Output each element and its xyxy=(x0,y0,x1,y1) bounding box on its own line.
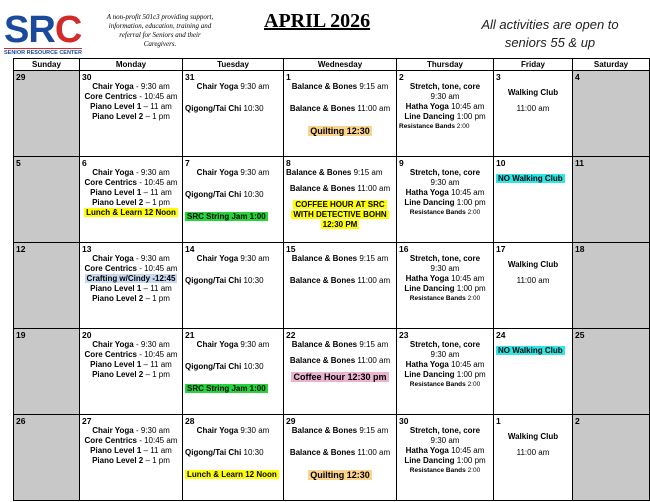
activity-line: Piano Level 2 – 1 pm xyxy=(92,294,170,303)
activity-line: Qigong/Tai Chi 10:30 xyxy=(185,448,264,457)
event-badge: 12:30 PM xyxy=(322,220,358,229)
date-number: 6 xyxy=(82,158,87,168)
eligibility-note: All activities are open to seniors 55 & up xyxy=(481,17,619,50)
activity-line: Piano Level 1 – 11 am xyxy=(90,446,172,455)
date-number: 25 xyxy=(575,330,585,340)
date-number: 21 xyxy=(185,330,195,340)
event-badge: COFFEE HOUR AT SRC xyxy=(295,200,385,209)
date-number: 23 xyxy=(399,330,409,340)
activity-line: Hatha Yoga 10:45 am xyxy=(405,188,485,197)
day-cell-saturday xyxy=(573,415,650,501)
day-cell-tuesday xyxy=(183,415,284,501)
activity-line: Qigong/Tai Chi 10:30 xyxy=(185,190,264,199)
organization-tagline: A non-profit 501c3 providing support, information, education, training and referral for Seniors and their Caregivers. xyxy=(106,13,214,48)
date-number: 1 xyxy=(286,72,291,82)
date-number: 13 xyxy=(82,244,92,254)
date-number: 8 xyxy=(286,158,291,168)
activity-line: Resistance Bands 2:00 xyxy=(409,381,481,388)
date-number: 19 xyxy=(16,330,26,340)
day-cell-saturday xyxy=(573,329,650,415)
day-cell-wednesday xyxy=(284,157,397,243)
day-cell-sunday xyxy=(14,415,80,501)
date-number: 12 xyxy=(16,244,26,254)
day-cell-sunday xyxy=(14,329,80,415)
activity-line: Stretch, tone, core xyxy=(409,168,481,177)
activity-line: Piano Level 2 – 1 pm xyxy=(92,198,170,207)
highlighted-event xyxy=(286,372,394,383)
calendar-header xyxy=(0,0,650,60)
activity-line: Chair Yoga - 9:30 am xyxy=(92,168,170,177)
activity-line: Core Centrics - 10:45 am xyxy=(84,264,178,273)
activity-line: Stretch, tone, core xyxy=(409,340,481,349)
date-number: 15 xyxy=(286,244,296,254)
date-number: 2 xyxy=(575,416,580,426)
logo-letters: SRC xyxy=(4,9,82,51)
day-cell-thursday xyxy=(397,329,494,415)
weekday-saturday: Saturday xyxy=(573,59,650,71)
activity-line: Qigong/Tai Chi 10:30 xyxy=(185,276,264,285)
activity-line: Piano Level 2 – 1 pm xyxy=(92,370,170,379)
week-row xyxy=(14,71,650,157)
activity-line: Piano Level 1 – 11 am xyxy=(90,188,172,197)
activity-line: Stretch, tone, core xyxy=(409,82,481,91)
activity-line: Chair Yoga 9:30 am xyxy=(196,254,270,263)
day-cell-tuesday xyxy=(183,71,284,157)
date-number: 17 xyxy=(496,244,506,254)
day-cell-saturday xyxy=(573,157,650,243)
week-row xyxy=(14,243,650,329)
date-number: 7 xyxy=(185,158,190,168)
highlighted-event xyxy=(82,208,180,218)
date-number: 26 xyxy=(16,416,26,426)
day-cell-friday xyxy=(494,71,573,157)
activity-time: 9:30 am xyxy=(430,350,460,359)
activity-line: Chair Yoga - 9:30 am xyxy=(92,340,170,349)
day-cell-thursday xyxy=(397,157,494,243)
activity-time: 11:00 am xyxy=(516,104,550,113)
activity-line: Walking Club xyxy=(507,432,559,441)
activity-line: Core Centrics - 10:45 am xyxy=(84,178,178,187)
date-number: 31 xyxy=(185,72,195,82)
date-number: 27 xyxy=(82,416,92,426)
activity-line: Balance & Bones 9:15 am xyxy=(291,82,389,91)
event-badge: SRC String Jam 1:00 xyxy=(187,384,266,393)
event-badge: Coffee Hour 12:30 pm xyxy=(293,372,387,382)
date-number: 29 xyxy=(16,72,26,82)
activity-line: Chair Yoga 9:30 am xyxy=(196,426,270,435)
day-cell-thursday xyxy=(397,415,494,501)
activity-line: Chair Yoga - 9:30 am xyxy=(92,426,170,435)
activity-line: Walking Club xyxy=(507,88,559,97)
day-cell-friday xyxy=(494,329,573,415)
weekday-sunday: Sunday xyxy=(14,59,80,71)
activity-calendar xyxy=(13,58,650,501)
date-number: 10 xyxy=(496,158,506,168)
highlighted-event xyxy=(496,346,570,356)
activity-line: Balance & Bones 11:00 am xyxy=(289,276,391,285)
activity-time: 11:00 am xyxy=(516,448,550,457)
date-number: 18 xyxy=(575,244,585,254)
activity-line: Piano Level 1 – 11 am xyxy=(90,360,172,369)
date-number: 3 xyxy=(496,72,501,82)
date-number: 22 xyxy=(286,330,296,340)
activity-line: Resistance Bands 2:00 xyxy=(409,467,481,474)
activity-line: Core Centrics - 10:45 am xyxy=(84,436,178,445)
day-cell-wednesday xyxy=(284,243,397,329)
activity-line: Piano Level 2 – 1 pm xyxy=(92,112,170,121)
day-cell-wednesday xyxy=(284,71,397,157)
highlighted-event xyxy=(286,126,394,137)
activity-line: Piano Level 1 – 11 am xyxy=(90,102,172,111)
activity-line: Chair Yoga - 9:30 am xyxy=(92,82,170,91)
date-number: 2 xyxy=(399,72,404,82)
date-number: 28 xyxy=(185,416,195,426)
weekday-monday: Monday xyxy=(80,59,183,71)
event-badge: Lunch & Learn 12 Noon xyxy=(86,208,176,217)
weekday-tuesday: Tuesday xyxy=(183,59,284,71)
highlighted-event xyxy=(286,210,394,220)
date-number: 11 xyxy=(575,158,584,168)
activity-line: Chair Yoga - 9:30 am xyxy=(92,254,170,263)
activity-time: 9:30 am xyxy=(430,92,460,101)
activity-line: Core Centrics - 10:45 am xyxy=(84,350,178,359)
weekday-thursday: Thursday xyxy=(397,59,494,71)
activity-line: Line Dancing 1:00 pm xyxy=(404,112,486,121)
highlighted-event xyxy=(185,212,281,222)
day-cell-thursday xyxy=(397,243,494,329)
activity-line: Balance & Bones 11:00 am xyxy=(289,104,391,113)
date-number: 5 xyxy=(16,158,21,168)
highlighted-event xyxy=(286,200,394,210)
weekday-header-row xyxy=(14,59,650,71)
date-number: 14 xyxy=(185,244,195,254)
day-cell-tuesday xyxy=(183,243,284,329)
day-cell-sunday xyxy=(14,157,80,243)
highlighted-event xyxy=(286,220,394,230)
day-cell-monday xyxy=(80,71,183,157)
day-cell-saturday xyxy=(573,243,650,329)
week-row xyxy=(14,329,650,415)
activity-line: Balance & Bones 11:00 am xyxy=(289,448,391,457)
date-number: 9 xyxy=(399,158,404,168)
month-title: APRIL 2026 xyxy=(264,10,371,32)
activity-line: Piano Level 2 – 1 pm xyxy=(92,456,170,465)
event-badge: Quilting 12:30 xyxy=(310,126,370,136)
event-badge: Crafting w/Cindy -12:45 xyxy=(86,274,176,283)
activity-line: Hatha Yoga 10:45 am xyxy=(405,360,485,369)
activity-line: Stretch, tone, core xyxy=(409,254,481,263)
activity-line: Chair Yoga 9:30 am xyxy=(196,340,270,349)
day-cell-wednesday xyxy=(284,415,397,501)
logo-subtitle: SENIOR RESOURCE CENTER xyxy=(4,50,82,56)
activity-line: Line Dancing 1:00 pm xyxy=(404,456,486,465)
event-badge: SRC String Jam 1:00 xyxy=(187,212,266,221)
activity-time: 9:30 am xyxy=(430,436,460,445)
activity-line: Walking Club xyxy=(507,260,559,269)
activity-line: Chair Yoga 9:30 am xyxy=(196,82,270,91)
day-cell-saturday xyxy=(573,71,650,157)
activity-line: Resistance Bands 2:00 xyxy=(409,295,481,302)
activity-line: Balance & Bones 9:15 am xyxy=(286,168,383,177)
highlighted-event xyxy=(82,274,180,284)
day-cell-sunday xyxy=(14,243,80,329)
activity-line: Balance & Bones 11:00 am xyxy=(289,184,391,193)
activity-line: Hatha Yoga 10:45 am xyxy=(405,274,485,283)
highlighted-event xyxy=(286,470,394,481)
activity-line: Resistance Bands 2:00 xyxy=(399,123,470,130)
week-row xyxy=(14,415,650,501)
date-number: 20 xyxy=(82,330,92,340)
day-cell-monday xyxy=(80,157,183,243)
week-row xyxy=(14,157,650,243)
event-badge: Quilting 12:30 xyxy=(310,470,370,480)
activity-line: Stretch, tone, core xyxy=(409,426,481,435)
activity-time: 9:30 am xyxy=(430,178,460,187)
date-number: 30 xyxy=(399,416,409,426)
day-cell-friday xyxy=(494,415,573,501)
day-cell-friday xyxy=(494,157,573,243)
activity-line: Hatha Yoga 10:45 am xyxy=(405,102,485,111)
date-number: 4 xyxy=(575,72,580,82)
activity-line: Line Dancing 1:00 pm xyxy=(404,370,486,379)
event-badge: NO Walking Club xyxy=(498,346,563,355)
weekday-wednesday: Wednesday xyxy=(284,59,397,71)
highlighted-event xyxy=(185,384,281,394)
event-badge: WITH DETECTIVE BOHN xyxy=(293,210,387,219)
heart-logo-letter: C xyxy=(54,9,82,51)
day-cell-sunday xyxy=(14,71,80,157)
day-cell-friday xyxy=(494,243,573,329)
day-cell-monday xyxy=(80,415,183,501)
day-cell-monday xyxy=(80,329,183,415)
date-number: 30 xyxy=(82,72,92,82)
event-badge: NO Walking Club xyxy=(498,174,563,183)
date-number: 24 xyxy=(496,330,506,340)
activity-time: 11:00 am xyxy=(516,276,550,285)
activity-time: 9:30 am xyxy=(430,264,460,273)
weekday-friday: Friday xyxy=(494,59,573,71)
activity-line: Balance & Bones 9:15 am xyxy=(291,426,389,435)
activity-line: Qigong/Tai Chi 10:30 xyxy=(185,362,264,371)
day-cell-tuesday xyxy=(183,329,284,415)
activity-line: Balance & Bones 9:15 am xyxy=(291,254,389,263)
activity-line: Piano Level 1 – 11 am xyxy=(90,284,172,293)
activity-line: Core Centrics - 10:45 am xyxy=(84,92,178,101)
date-number: 16 xyxy=(399,244,409,254)
activity-line: Qigong/Tai Chi 10:30 xyxy=(185,104,264,113)
date-number: 29 xyxy=(286,416,296,426)
activity-line: Balance & Bones 11:00 am xyxy=(289,356,391,365)
activity-line: Resistance Bands 2:00 xyxy=(409,209,481,216)
day-cell-monday xyxy=(80,243,183,329)
day-cell-wednesday xyxy=(284,329,397,415)
activity-line: Balance & Bones 9:15 am xyxy=(291,340,389,349)
activity-line: Line Dancing 1:00 pm xyxy=(404,284,486,293)
highlighted-event xyxy=(496,174,570,184)
date-number: 1 xyxy=(496,416,501,426)
day-cell-tuesday xyxy=(183,157,284,243)
highlighted-event xyxy=(185,470,281,480)
activity-line: Line Dancing 1:00 pm xyxy=(404,198,486,207)
day-cell-thursday xyxy=(397,71,494,157)
event-badge: Lunch & Learn 12 Noon xyxy=(187,470,277,479)
activity-line: Hatha Yoga 10:45 am xyxy=(405,446,485,455)
activity-line: Chair Yoga 9:30 am xyxy=(196,168,270,177)
